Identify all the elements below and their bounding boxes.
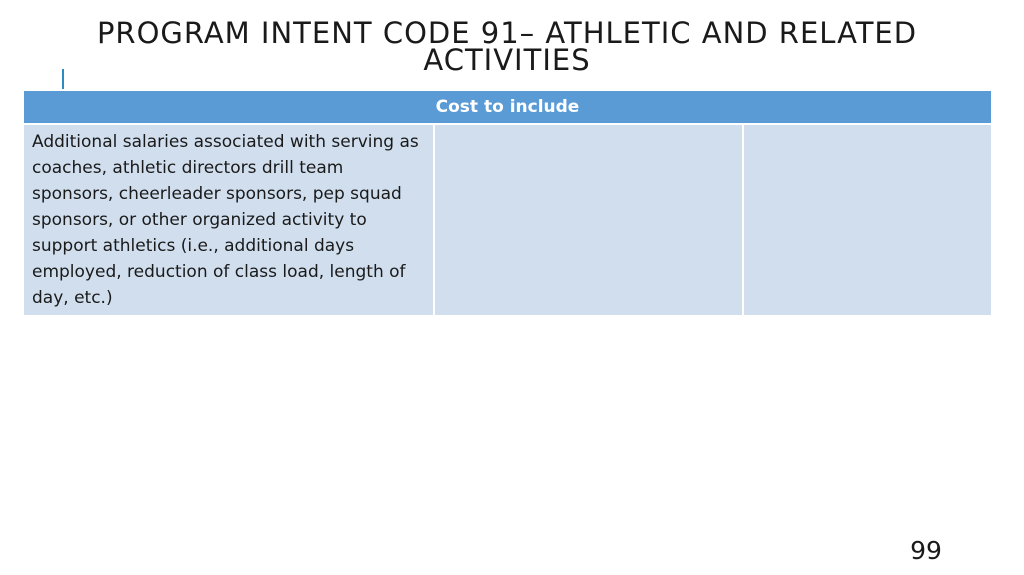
slide-title: PROGRAM INTENT CODE 91– ATHLETIC AND RELATED ACTIVITIES: [96, 16, 918, 77]
cost-table: [24, 91, 991, 315]
table-cell-description: Additional salaries associated with serving as coaches, athletic directors drill team sponsors, cheerleader sponsors, pep squad sponsors, or other organized activity to support athletics (i.e., additional days employed, reduction of class load, length of day, etc.): [24, 124, 434, 315]
accent-bar: [62, 69, 64, 89]
table-cell-empty: [434, 124, 743, 315]
table-row: [24, 124, 991, 315]
table-cell-empty: [743, 124, 991, 315]
table-header-cost-to-include: Cost to include: [24, 91, 991, 124]
page-number: 99: [910, 536, 942, 565]
table-header-row: [24, 91, 991, 124]
